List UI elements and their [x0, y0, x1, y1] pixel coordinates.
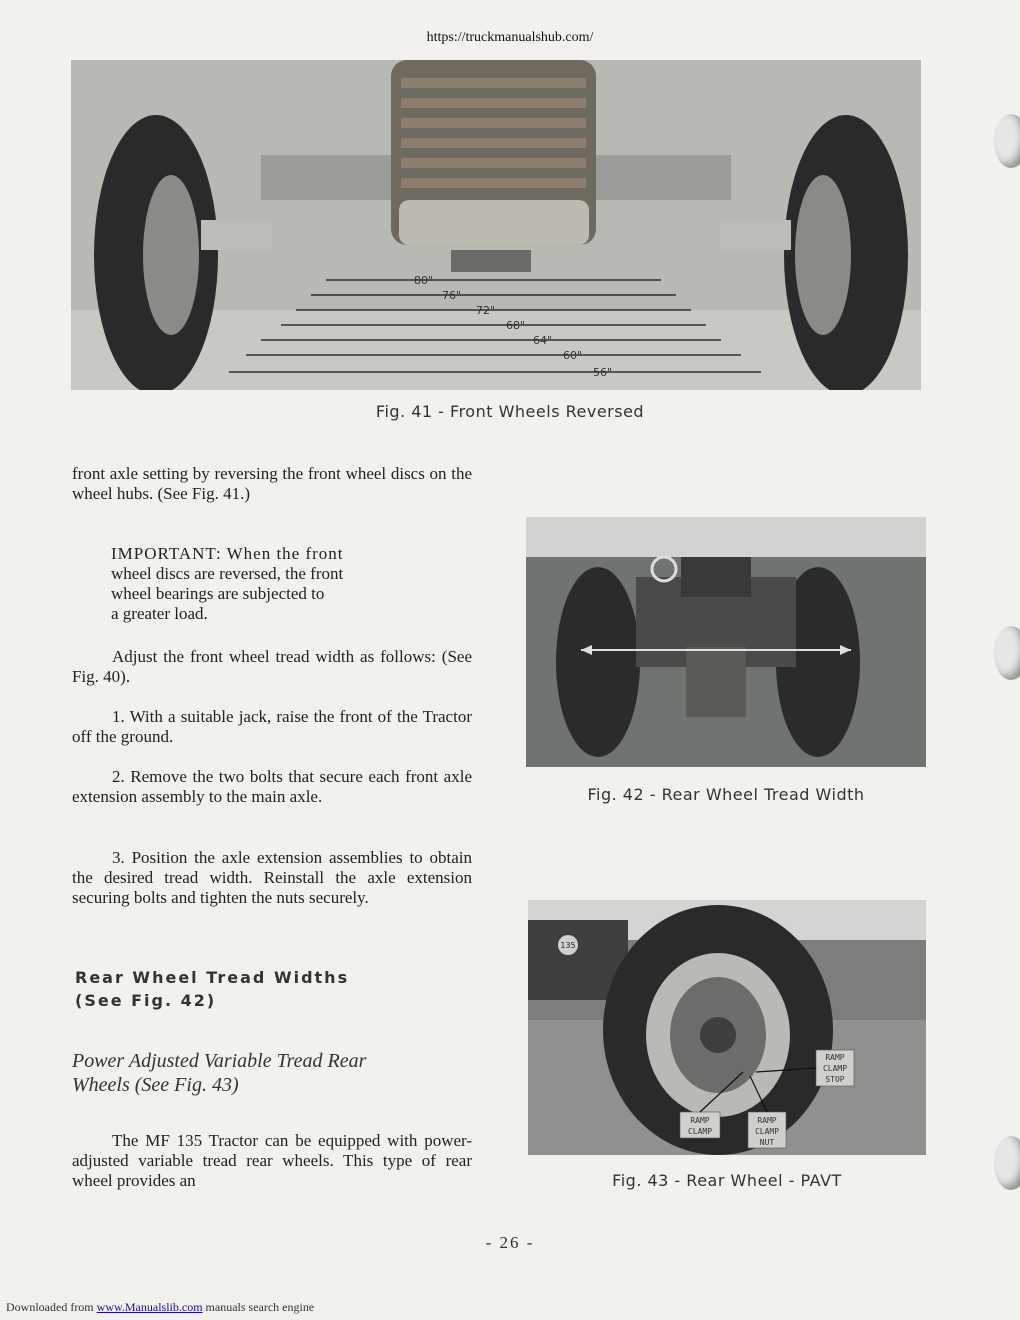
page-number: - 26 - [485, 1233, 535, 1252]
heading-line-2: (See Fig. 42) [75, 991, 217, 1010]
footer [6, 1300, 314, 1315]
important-line-3: wheel bearings are subjected to [111, 584, 325, 603]
figure-42-rear-tread-photo [526, 517, 926, 767]
step-text: 1. With a suitable jack, raise the front of the Tractor off the ground. [72, 707, 472, 746]
important-line-2: wheel discs are reversed, the front [111, 564, 344, 583]
step-text: 3. Position the axle extension assemblies to obtain the desired tread width. Reinstall the axle extension securing bolts and tighten the nuts securely. [72, 848, 472, 907]
step-2 [72, 767, 472, 807]
punch-hole [994, 1136, 1020, 1190]
label-ramp-clamp-2: CLAMP [687, 1127, 713, 1136]
width-label-72: 72" [476, 304, 496, 317]
figure-42-caption: Fig. 42 - Rear Wheel Tread Width [587, 785, 865, 804]
paragraph-text: The MF 135 Tractor can be equipped with power-adjusted variable tread rear wheels. This type of rear wheel provides an [72, 1131, 472, 1190]
paragraph-mf135 [72, 1131, 472, 1191]
paragraph-text: front axle setting by reversing the front wheel discs on the wheel hubs. (See Fig. 41.) [72, 464, 472, 503]
footer-prefix: Downloaded from [6, 1300, 97, 1314]
label-ramp-clamp-nut-1: RAMP [757, 1116, 777, 1125]
heading-power-adjusted [72, 1049, 472, 1097]
figure-43-caption: Fig. 43 - Rear Wheel - PAVT [612, 1171, 842, 1190]
paragraph-reversing [72, 464, 472, 504]
heading-line-1: Power Adjusted Variable Tread Rear [72, 1050, 367, 1072]
figure-43-pavt-photo [528, 900, 926, 1155]
footer-link[interactable]: www.Manualslib.com [96, 1300, 203, 1314]
label-ramp-clamp-stop-3: STOP [825, 1075, 845, 1084]
label-ramp-clamp-stop-1: RAMP [825, 1053, 845, 1062]
step-text: 2. Remove the two bolts that secure each front axle extension assembly to the main axle. [72, 767, 472, 806]
important-line-1: IMPORTANT: When the front [111, 544, 344, 563]
heading-line-2: Wheels (See Fig. 43) [72, 1074, 239, 1096]
important-note [111, 544, 441, 624]
width-label-80: 80" [414, 274, 434, 287]
width-label-64: 64" [533, 334, 553, 347]
punch-hole [994, 114, 1020, 168]
step-3 [72, 848, 472, 908]
width-label-68: 68" [506, 319, 526, 332]
label-ramp-clamp-nut-3: NUT [759, 1138, 775, 1147]
label-ramp-clamp-nut-2: CLAMP [754, 1127, 780, 1136]
header-url[interactable]: https://truckmanualshub.com/ [426, 30, 594, 45]
figure-41-caption: Fig. 41 - Front Wheels Reversed [375, 402, 645, 421]
paragraph-text: Adjust the front wheel tread width as follows: (See Fig. 40). [72, 647, 472, 686]
important-line-4: a greater load. [111, 604, 208, 623]
width-label-76: 76" [442, 289, 462, 302]
model-badge-text: 135 [560, 941, 576, 950]
label-ramp-clamp-stop-2: CLAMP [822, 1064, 848, 1073]
heading-line-1: Rear Wheel Tread Widths [75, 968, 350, 987]
width-label-60: 60" [563, 349, 583, 362]
step-1 [72, 707, 472, 747]
paragraph-adjust [72, 647, 472, 687]
label-ramp-clamp-1: RAMP [690, 1116, 710, 1125]
heading-rear-wheel-tread-widths [75, 966, 349, 1012]
width-label-56: 56" [593, 366, 613, 379]
footer-suffix: manuals search engine [202, 1300, 315, 1314]
punch-hole [994, 626, 1020, 680]
figure-41-front-wheels-photo [71, 60, 921, 390]
